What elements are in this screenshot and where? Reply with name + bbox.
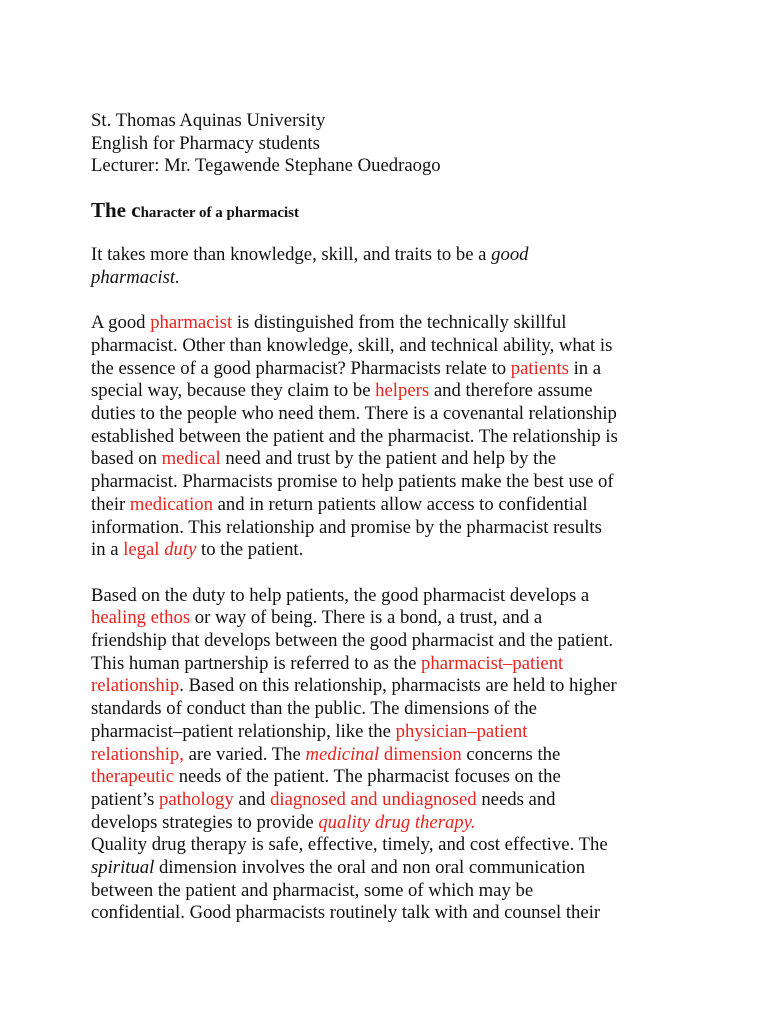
highlighted-term: therapeutic xyxy=(91,766,175,788)
highlighted-term: physician–patient xyxy=(395,720,528,742)
text-line xyxy=(91,857,691,880)
highlighted-term: pathology xyxy=(159,788,234,810)
text-line xyxy=(91,653,691,676)
text-line xyxy=(91,766,691,789)
text-span: It takes more than knowledge, skill, and traits to be a xyxy=(91,244,492,266)
text-span: in a xyxy=(568,357,602,379)
text-line: between the patient and pharmacist, some of which may be xyxy=(91,879,534,901)
text-span: their xyxy=(91,493,130,515)
text-line xyxy=(91,539,691,562)
text-span: based on xyxy=(91,448,162,470)
text-line xyxy=(91,380,691,403)
text-line xyxy=(91,448,691,471)
text-span: and therefore assume xyxy=(429,380,593,402)
italic-text: good xyxy=(491,244,529,266)
text-span: to the patient. xyxy=(196,539,304,561)
highlighted-term: quality drug therapy xyxy=(318,811,471,833)
text-line: Based on the duty to help patients, the good pharmacist develops a xyxy=(91,584,590,606)
text-line xyxy=(91,312,691,335)
intro-paragraph xyxy=(91,244,691,289)
text-span: in a xyxy=(91,539,124,561)
text-line xyxy=(91,812,691,835)
highlighted-term: dimension xyxy=(379,743,462,765)
paragraph-1 xyxy=(91,312,691,562)
highlighted-term: relationship xyxy=(91,675,180,697)
text-line: friendship that develops between the good pharmacist and the patient. xyxy=(91,630,614,652)
text-line xyxy=(91,494,691,517)
highlighted-term: pharmacist xyxy=(150,312,233,334)
text-line xyxy=(91,675,691,698)
text-span: the essence of a good pharmacist? Pharmacists relate to xyxy=(91,357,511,379)
highlighted-term: medication xyxy=(129,493,213,515)
text-line xyxy=(91,721,691,744)
document-header xyxy=(91,110,691,178)
text-span: and in return patients allow access to confidential xyxy=(212,493,588,515)
text-line: pharmacist. xyxy=(91,266,180,288)
text-span: develops strategies to provide xyxy=(91,811,319,833)
text-line xyxy=(91,744,691,767)
text-span: . Based on this relationship, pharmacists are held to higher xyxy=(179,675,617,697)
text-line: confidential. Good pharmacists routinely talk with and counsel their xyxy=(91,902,601,924)
text-line xyxy=(91,358,691,381)
text-span: pharmacist–patient relationship, like the xyxy=(91,720,396,742)
text-line: Quality drug therapy is safe, effective, timely, and cost effective. The xyxy=(91,834,608,856)
document-page xyxy=(91,110,691,925)
italic-text: spiritual xyxy=(91,857,155,879)
text-span: or way of being. There is a bond, a trust, and a xyxy=(190,607,543,629)
course-name: English for Pharmacy students xyxy=(91,132,320,154)
text-line: information. This relationship and promise by the pharmacist results xyxy=(91,516,602,538)
text-span: dimension involves the oral and non oral communication xyxy=(154,857,586,879)
text-span: This human partnership is referred to as the xyxy=(91,652,422,674)
text-line xyxy=(91,789,691,812)
text-span: A good xyxy=(91,312,151,334)
text-span: need and trust by the patient and help by the xyxy=(220,448,556,470)
highlighted-term: patients xyxy=(510,357,569,379)
text-span: concerns the xyxy=(461,743,561,765)
lecturer-name: Lecturer: Mr. Tegawende Stephane Ouedraogo xyxy=(91,155,441,177)
page-title xyxy=(91,197,691,226)
text-line: standards of conduct than the public. The dimensions of the xyxy=(91,698,537,720)
text-line: duties to the people who need them. There is a covenantal relationship xyxy=(91,403,617,425)
highlighted-term: helpers xyxy=(375,380,430,402)
text-line: pharmacist. Other than knowledge, skill, and technical ability, what is xyxy=(91,334,613,356)
text-span: and xyxy=(233,788,271,810)
text-span: are varied. The xyxy=(183,743,306,765)
title-lead: The c xyxy=(91,198,141,223)
highlighted-term: legal xyxy=(123,539,165,561)
text-span: needs of the patient. The pharmacist focuses on the xyxy=(174,766,561,788)
university-name: St. Thomas Aquinas University xyxy=(91,110,326,131)
title-rest: haracter of a pharmacist xyxy=(140,205,300,222)
text-line xyxy=(91,607,691,630)
text-span: needs and xyxy=(476,788,556,810)
highlighted-term: duty xyxy=(164,539,197,561)
highlighted-term: relationship, xyxy=(91,743,184,765)
highlighted-term: diagnosed and undiagnosed xyxy=(270,788,477,810)
highlighted-term: . xyxy=(470,811,476,833)
highlighted-term: medicinal xyxy=(305,743,380,765)
highlighted-term: medical xyxy=(161,448,221,470)
text-span: is distinguished from the technically skillful xyxy=(232,312,567,334)
text-line: established between the patient and the pharmacist. The relationship is xyxy=(91,425,618,447)
paragraph-2 xyxy=(91,585,691,926)
highlighted-term: pharmacist–patient xyxy=(421,652,564,674)
text-span: patient’s xyxy=(91,788,159,810)
text-line xyxy=(91,244,691,267)
highlighted-term: healing ethos xyxy=(91,607,191,629)
text-line: pharmacist. Pharmacists promise to help patients make the best use of xyxy=(91,471,614,493)
text-span: special way, because they claim to be xyxy=(91,380,376,402)
